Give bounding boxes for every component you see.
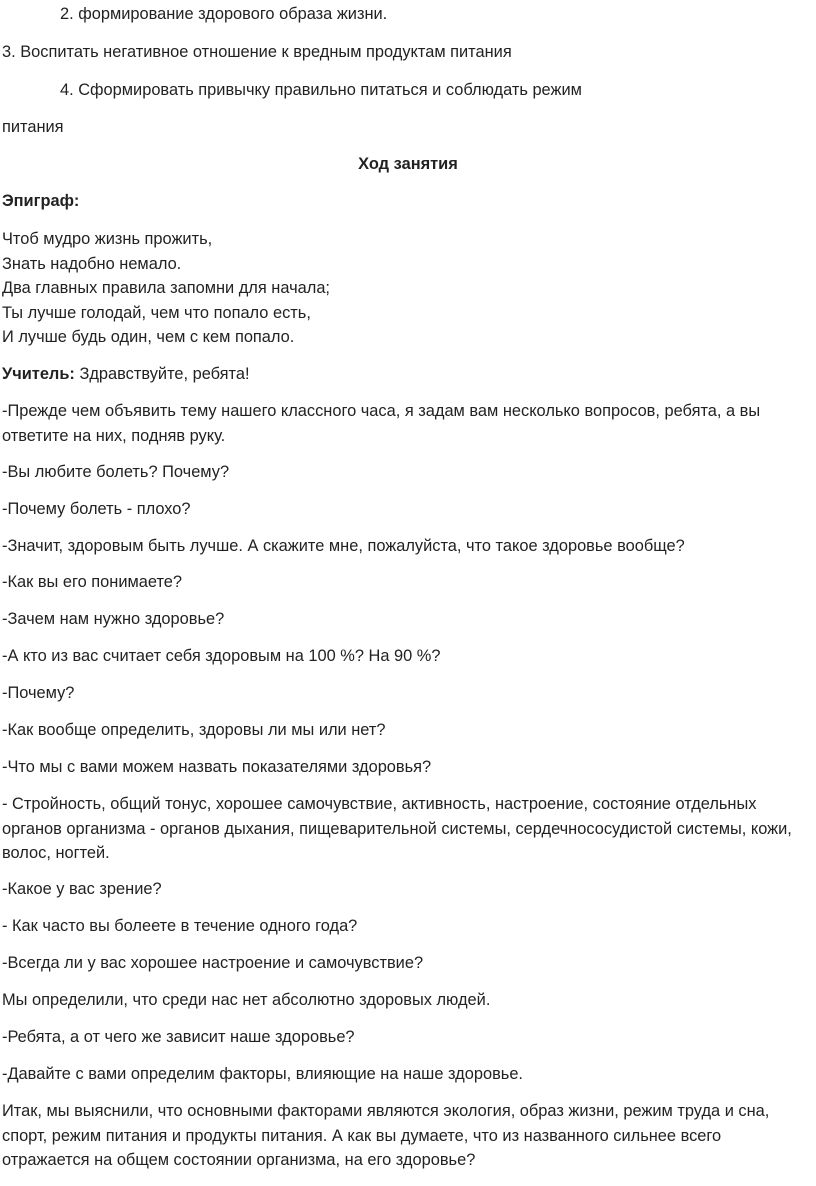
poem-line: И лучше будь один, чем с кем попало. bbox=[2, 328, 295, 346]
poem-line: Ты лучше голодай, чем что попало есть, bbox=[2, 303, 311, 322]
paragraph: Итак, мы выяснили, что основными факторами являются экология, образ жизни, режим труда и сна, спорт, режим питания и продукты питания. А как вы думаете, что из названного сильнее всего отражается на общем состоянии организма, на его здоровье? bbox=[2, 1102, 770, 1169]
paragraph: -Почему болеть - плохо? bbox=[2, 500, 191, 518]
paragraph: - Как часто вы болеете в течение одного года? bbox=[2, 917, 358, 935]
teacher-greeting: Здравствуйте, ребята! bbox=[74, 365, 250, 383]
paragraph: -Зачем нам нужно здоровье? bbox=[2, 610, 225, 628]
paragraph: -Вы любите болеть? Почему? bbox=[2, 463, 230, 481]
paragraph: Мы определили, что среди нас нет абсолютно здоровых людей. bbox=[2, 991, 491, 1009]
poem-line: Знать надобно немало. bbox=[2, 254, 182, 273]
paragraph: -Прежде чем объявить тему нашего классного часа, я задам вам несколько вопросов, ребята, а вы ответите на них, подняв руку. bbox=[2, 402, 761, 445]
paragraph: -Давайте с вами определим факторы, влияющие на наше здоровье. bbox=[2, 1065, 523, 1083]
paragraph: -А кто из вас считает себя здоровым на 100 %? На 90 %? bbox=[2, 647, 441, 665]
paragraph: -Что мы с вами можем назвать показателями здоровья? bbox=[2, 758, 432, 776]
epigraph-label: Эпиграф: bbox=[2, 192, 80, 210]
epigraph-poem bbox=[2, 227, 812, 350]
paragraph: -Почему? bbox=[2, 684, 75, 702]
paragraph: -Какое у вас зрение? bbox=[2, 880, 162, 898]
poem-line: Чтоб мудро жизнь прожить, bbox=[2, 230, 213, 248]
poem-line: Два главных правила запомни для начала; bbox=[2, 279, 330, 297]
goal-item-2: 2. формирование здорового образа жизни. bbox=[60, 5, 388, 23]
teacher-label: Учитель: bbox=[2, 365, 75, 383]
goal-item-3: 3. Воспитать негативное отношение к вредным продуктам питания bbox=[2, 43, 512, 61]
goal-item-4-continuation: питания bbox=[2, 118, 64, 136]
paragraph: -Как вы его понимаете? bbox=[2, 573, 183, 591]
paragraph: -Всегда ли у вас хорошее настроение и самочувствие? bbox=[2, 954, 424, 972]
paragraph: -Ребята, а от чего же зависит наше здоровье? bbox=[2, 1028, 355, 1046]
paragraph: - Стройность, общий тонус, хорошее самочувствие, активность, настроение, состояние отдельных органов организма - органов дыхания, пищеварительной системы, сердечнососудистой системы, кожи, волос, ногтей. bbox=[2, 795, 792, 862]
section-title: Ход занятия bbox=[358, 155, 458, 173]
goal-item-4: 4. Сформировать привычку правильно питаться и соблюдать режим bbox=[60, 81, 582, 99]
paragraph: -Как вообще определить, здоровы ли мы или нет? bbox=[2, 721, 386, 739]
paragraph: -Значит, здоровым быть лучше. А скажите мне, пожалуйста, что такое здоровье вообще? bbox=[2, 537, 685, 555]
teacher-line bbox=[2, 362, 812, 387]
